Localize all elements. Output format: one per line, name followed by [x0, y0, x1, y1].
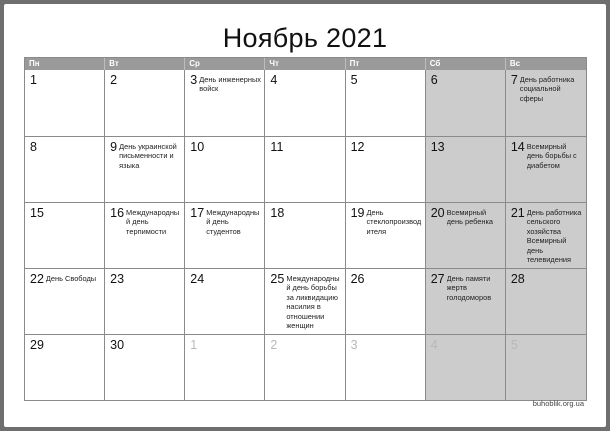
- day-number: 15: [30, 206, 44, 220]
- day-note: Всемирный день борьбы с диабетом: [526, 142, 577, 170]
- weekday-wed: Ср: [185, 58, 265, 70]
- day-number: 20: [430, 206, 445, 220]
- weekday-fri: Пт: [346, 58, 426, 70]
- day-note: Международный день студентов: [206, 208, 260, 236]
- weekday-header: [25, 58, 586, 70]
- day-cell: [426, 334, 506, 400]
- day-cell: [185, 202, 265, 268]
- day-number: 26: [350, 272, 365, 286]
- day-number: 2: [110, 73, 118, 87]
- day-cell: [25, 202, 105, 268]
- day-note: День стеклопроизводителя: [366, 208, 422, 236]
- day-number: 13: [430, 140, 445, 154]
- day-note: Международный день терпимости: [126, 208, 180, 236]
- day-number: 19: [350, 206, 365, 220]
- day-number: 2: [270, 338, 278, 352]
- day-number: 3: [190, 73, 198, 87]
- day-cell: [426, 136, 506, 202]
- day-number: 27: [430, 272, 445, 286]
- day-cell: [346, 70, 426, 136]
- calendar-title: Ноябрь 2021: [222, 23, 388, 53]
- days-grid: [25, 70, 586, 400]
- day-note: День инженерных войск: [199, 75, 261, 94]
- day-cell: [506, 70, 586, 136]
- day-cell: [265, 334, 345, 400]
- calendar-grid: [24, 57, 587, 401]
- day-cell: [506, 136, 586, 202]
- day-cell: [25, 268, 105, 334]
- day-number: 30: [110, 338, 125, 352]
- day-number: 5: [350, 73, 358, 87]
- day-cell: [506, 268, 586, 334]
- day-cell: [25, 136, 105, 202]
- day-cell: [185, 268, 265, 334]
- weekday-sat: Сб: [426, 58, 506, 70]
- day-number: 8: [30, 140, 37, 154]
- day-note: День украинской письменности и языка: [119, 142, 177, 170]
- day-number: 1: [30, 73, 37, 87]
- day-number: 6: [430, 73, 438, 87]
- day-cell: [426, 268, 506, 334]
- weekday-sun: Вс: [509, 59, 521, 68]
- day-cell: [346, 334, 426, 400]
- day-number: 4: [430, 338, 438, 352]
- day-note: Всемирный день ребенка: [446, 208, 494, 227]
- day-number: 21: [510, 206, 525, 220]
- day-cell: [105, 202, 185, 268]
- day-number: 29: [30, 338, 44, 352]
- day-cell: [265, 202, 345, 268]
- day-number: 28: [510, 272, 525, 286]
- day-number: 5: [510, 338, 518, 352]
- day-cell: [105, 268, 185, 334]
- day-number: 16: [110, 206, 125, 220]
- day-note: День Свободы: [45, 274, 97, 283]
- day-number: 3: [350, 338, 358, 352]
- day-cell: [25, 334, 105, 400]
- day-note: Международный день борьбы за ликвидацию насилия в отношении женщин: [286, 274, 340, 331]
- day-number: 25: [270, 272, 285, 286]
- day-cell: [506, 334, 586, 400]
- day-number: 14: [510, 140, 525, 154]
- day-cell: [105, 334, 185, 400]
- weekday-mon: Пн: [25, 58, 105, 70]
- day-cell: [25, 70, 105, 136]
- day-cell: [185, 136, 265, 202]
- day-number: 4: [270, 73, 278, 87]
- footer-source: buhoblik.org.ua: [532, 399, 584, 408]
- day-number: 10: [190, 140, 205, 154]
- day-number: 9: [110, 140, 118, 154]
- day-cell: [265, 70, 345, 136]
- day-cell: [185, 334, 265, 400]
- day-cell: [506, 202, 586, 268]
- day-cell: [346, 136, 426, 202]
- day-number: 24: [190, 272, 205, 286]
- day-number: 18: [270, 206, 285, 220]
- day-cell: [185, 70, 265, 136]
- day-cell: [346, 268, 426, 334]
- day-number: 1: [190, 338, 198, 352]
- day-cell: [105, 70, 185, 136]
- day-number: 7: [510, 73, 518, 87]
- day-number: 22: [30, 272, 44, 286]
- day-number: 23: [110, 272, 125, 286]
- weekday-tue: Вт: [105, 58, 185, 70]
- day-note: День памяти жертв голодоморов: [446, 274, 492, 302]
- day-note: День работника сельского хозяйства Всемирный день телевидения: [526, 208, 582, 265]
- day-cell: [265, 136, 345, 202]
- day-cell: [346, 202, 426, 268]
- day-number: 12: [350, 140, 365, 154]
- day-cell: [426, 70, 506, 136]
- day-cell: [426, 202, 506, 268]
- day-number: 17: [190, 206, 205, 220]
- day-cell: [265, 268, 345, 334]
- weekday-thu: Чт: [265, 58, 345, 70]
- day-note: День работника социальной сферы: [519, 75, 575, 103]
- calendar-page: [4, 4, 606, 427]
- day-cell: [105, 136, 185, 202]
- day-number: 11: [270, 140, 284, 154]
